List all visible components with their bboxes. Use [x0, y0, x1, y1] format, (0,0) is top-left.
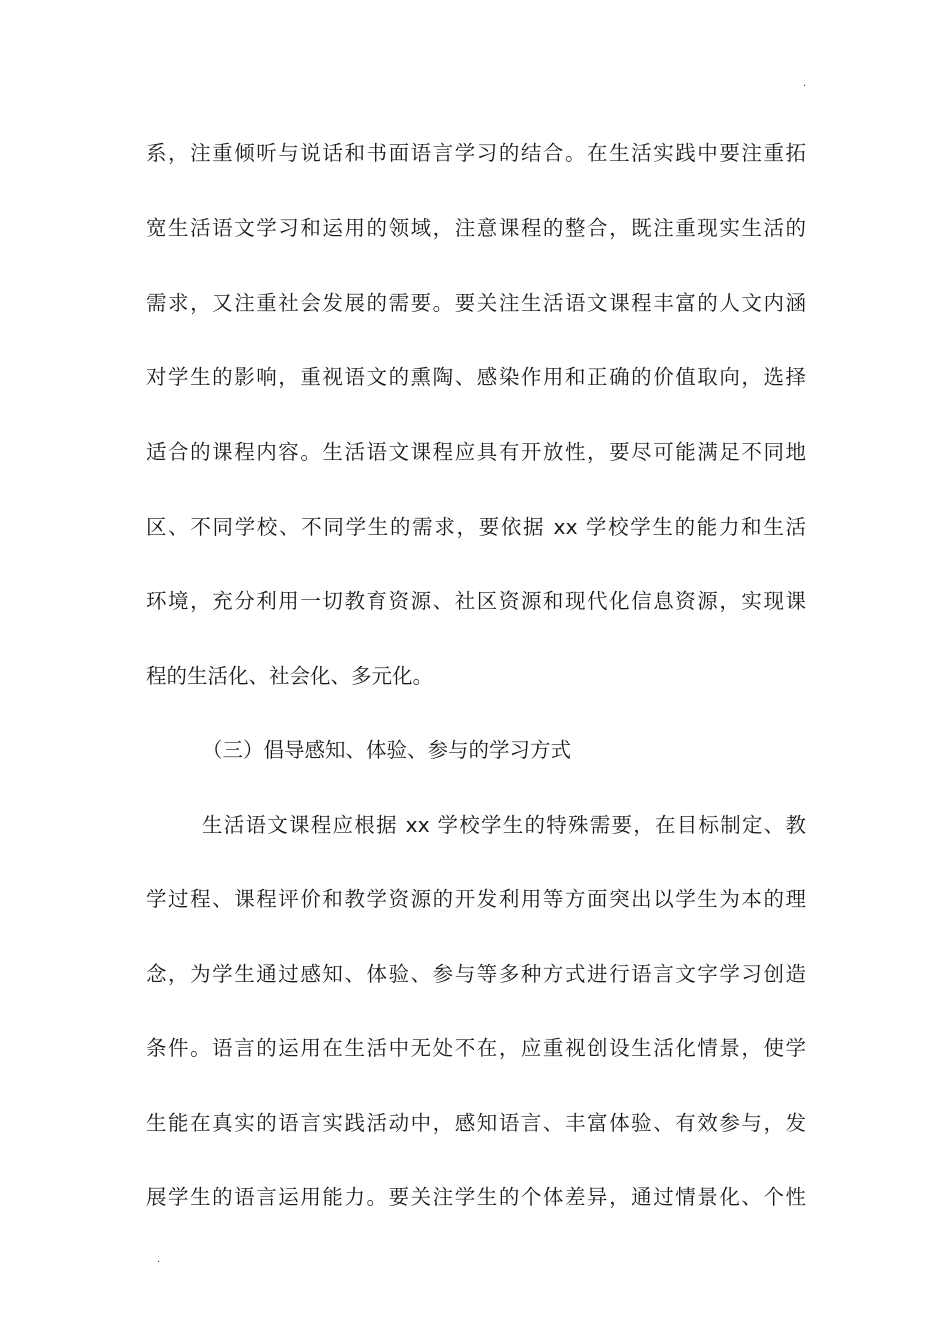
section-heading: （三）倡导感知、体验、参与的学习方式: [202, 738, 571, 762]
paragraph-1-line-6: 区、不同学校、不同学生的需求，要依据 xx 学校学生的能力和生活: [146, 515, 806, 539]
paragraph-2-line-5: 生能在真实的语言实践活动中，感知语言、丰富体验、有效参与，发: [146, 1111, 806, 1135]
footer-dot-mark: ·: [157, 1257, 161, 1268]
paragraph-2-line-3: 念，为学生通过感知、体验、参与等多种方式进行语言文字学习创造: [146, 962, 806, 986]
header-dot-mark: ·: [803, 81, 807, 92]
paragraph-1-line-7: 环境，充分利用一切教育资源、社区资源和现代化信息资源，实现课: [146, 589, 806, 613]
paragraph-2-line-1: 生活语文课程应根据 xx 学校学生的特殊需要，在目标制定、教: [202, 813, 806, 837]
paragraph-1-line-5: 适合的课程内容。生活语文课程应具有开放性，要尽可能满足不同地: [146, 440, 806, 464]
paragraph-1-line-8: 程的生活化、社会化、多元化。: [146, 664, 433, 688]
paragraph-1-line-2: 宽生活语文学习和运用的领域，注意课程的整合，既注重现实生活的: [146, 216, 806, 240]
paragraph-2-line-2: 学过程、课程评价和教学资源的开发利用等方面突出以学生为本的理: [146, 887, 806, 911]
paragraph-1-line-1: 系，注重倾听与说话和书面语言学习的结合。在生活实践中要注重拓: [146, 141, 806, 165]
paragraph-1-line-3: 需求，又注重社会发展的需要。要关注生活语文课程丰富的人文内涵: [146, 291, 806, 315]
paragraph-2-line-6: 展学生的语言运用能力。要关注学生的个体差异，通过情景化、个性: [146, 1185, 806, 1209]
paragraph-1-line-4: 对学生的影响，重视语文的熏陶、感染作用和正确的价值取向，选择: [146, 365, 806, 389]
paragraph-2-line-4: 条件。语言的运用在生活中无处不在，应重视创设生活化情景，使学: [146, 1036, 806, 1060]
